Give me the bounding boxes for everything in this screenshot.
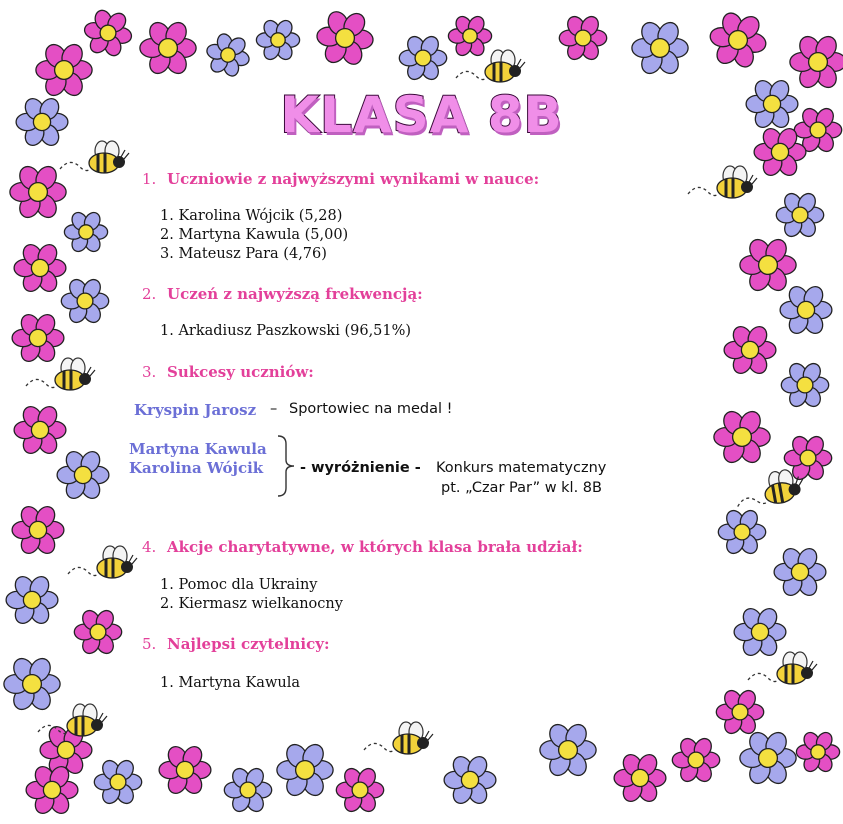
bee-icon: [68, 546, 137, 578]
flower-icon: [399, 34, 446, 83]
flower-icon: [740, 729, 796, 787]
bee-icon: [26, 358, 95, 390]
flower-icon: [12, 503, 64, 556]
flower-icon: [716, 688, 763, 737]
section-heading-5: 5. Najlepsi czytelnicy:: [142, 635, 330, 653]
flower-icon: [314, 7, 375, 70]
bee-icon: [688, 166, 757, 198]
student-name-kryspin: Kryspin Jarosz: [134, 401, 257, 419]
flower-icon: [159, 743, 211, 796]
flower-icon: [12, 311, 64, 364]
flower-icon: [277, 741, 333, 799]
award-label: - wyróżnienie -: [300, 460, 421, 476]
flower-icon: [201, 28, 254, 82]
bee-icon: [364, 722, 433, 754]
flower-icon: [734, 605, 786, 658]
list-item: 1. Pomoc dla Ukrainy: [160, 577, 318, 593]
flower-icon: [10, 163, 66, 221]
flower-icon: [672, 736, 719, 785]
flower-icon: [224, 766, 271, 815]
contest-line-2: pt. „Czar Par” w kl. 8B: [441, 480, 602, 496]
flower-icon: [705, 6, 770, 73]
flower-icon: [796, 730, 839, 775]
list-item: 3. Mateusz Para (4,76): [160, 246, 327, 262]
flower-icon: [14, 403, 66, 456]
flower-icon: [14, 241, 66, 294]
section-heading-3: 3. Sukcesy uczniów:: [142, 363, 314, 381]
flower-icon: [94, 758, 141, 807]
flower-icon: [540, 721, 596, 779]
student-name-martyna: Martyna Kawula: [129, 440, 267, 458]
list-item: 1. Karolina Wójcik (5,28): [160, 208, 343, 224]
flower-icon: [4, 655, 60, 713]
flower-icon: [740, 236, 796, 294]
flower-icon: [774, 545, 826, 598]
list-item: 2. Martyna Kawula (5,00): [160, 227, 349, 243]
flower-icon: [780, 283, 832, 336]
dash: –: [270, 401, 278, 417]
flower-icon: [614, 751, 666, 804]
flower-icon: [714, 408, 770, 466]
flower-icon: [64, 210, 107, 255]
student-name-karolina: Karolina Wójcik: [129, 459, 264, 477]
flower-icon: [559, 14, 606, 63]
contest-line-1: Konkurs matematyczny: [436, 460, 607, 476]
section-heading-1: 1. Uczniowie z najwyższymi wynikami w nauce:: [142, 170, 540, 188]
bee-icon: [748, 652, 817, 684]
flower-icon: [74, 608, 121, 657]
flower-icon: [256, 18, 299, 63]
flower-icon: [80, 5, 135, 61]
flower-icon: [57, 448, 109, 501]
flower-icon: [776, 191, 823, 240]
flower-icon: [336, 766, 383, 815]
flower-icon: [724, 323, 776, 376]
flower-icon: [140, 19, 196, 77]
page-title: KLASA 8B: [280, 86, 563, 144]
flower-icon: [448, 14, 491, 59]
flower-icon: [444, 753, 496, 806]
flower-icon: [6, 573, 58, 626]
flower-icon: [781, 361, 828, 410]
section-heading-4: 4. Akcje charytatywne, w których klasa brała udział:: [142, 538, 583, 556]
flower-icon: [718, 508, 765, 557]
bee-icon: [38, 704, 107, 736]
list-item: 1. Martyna Kawula: [160, 675, 300, 691]
flower-icon: [632, 19, 688, 77]
flower-icon: [790, 33, 843, 91]
section-heading-2: 2. Uczeń z najwyższą frekwencją:: [142, 285, 423, 303]
flower-icon: [61, 277, 108, 326]
achievement-text: Sportowiec na medal !: [289, 401, 453, 417]
bee-icon: [60, 141, 129, 173]
list-item: 1. Arkadiusz Paszkowski (96,51%): [160, 323, 412, 339]
list-item: 2. Kiermasz wielkanocny: [160, 596, 343, 612]
right-brace-icon: [276, 434, 300, 498]
